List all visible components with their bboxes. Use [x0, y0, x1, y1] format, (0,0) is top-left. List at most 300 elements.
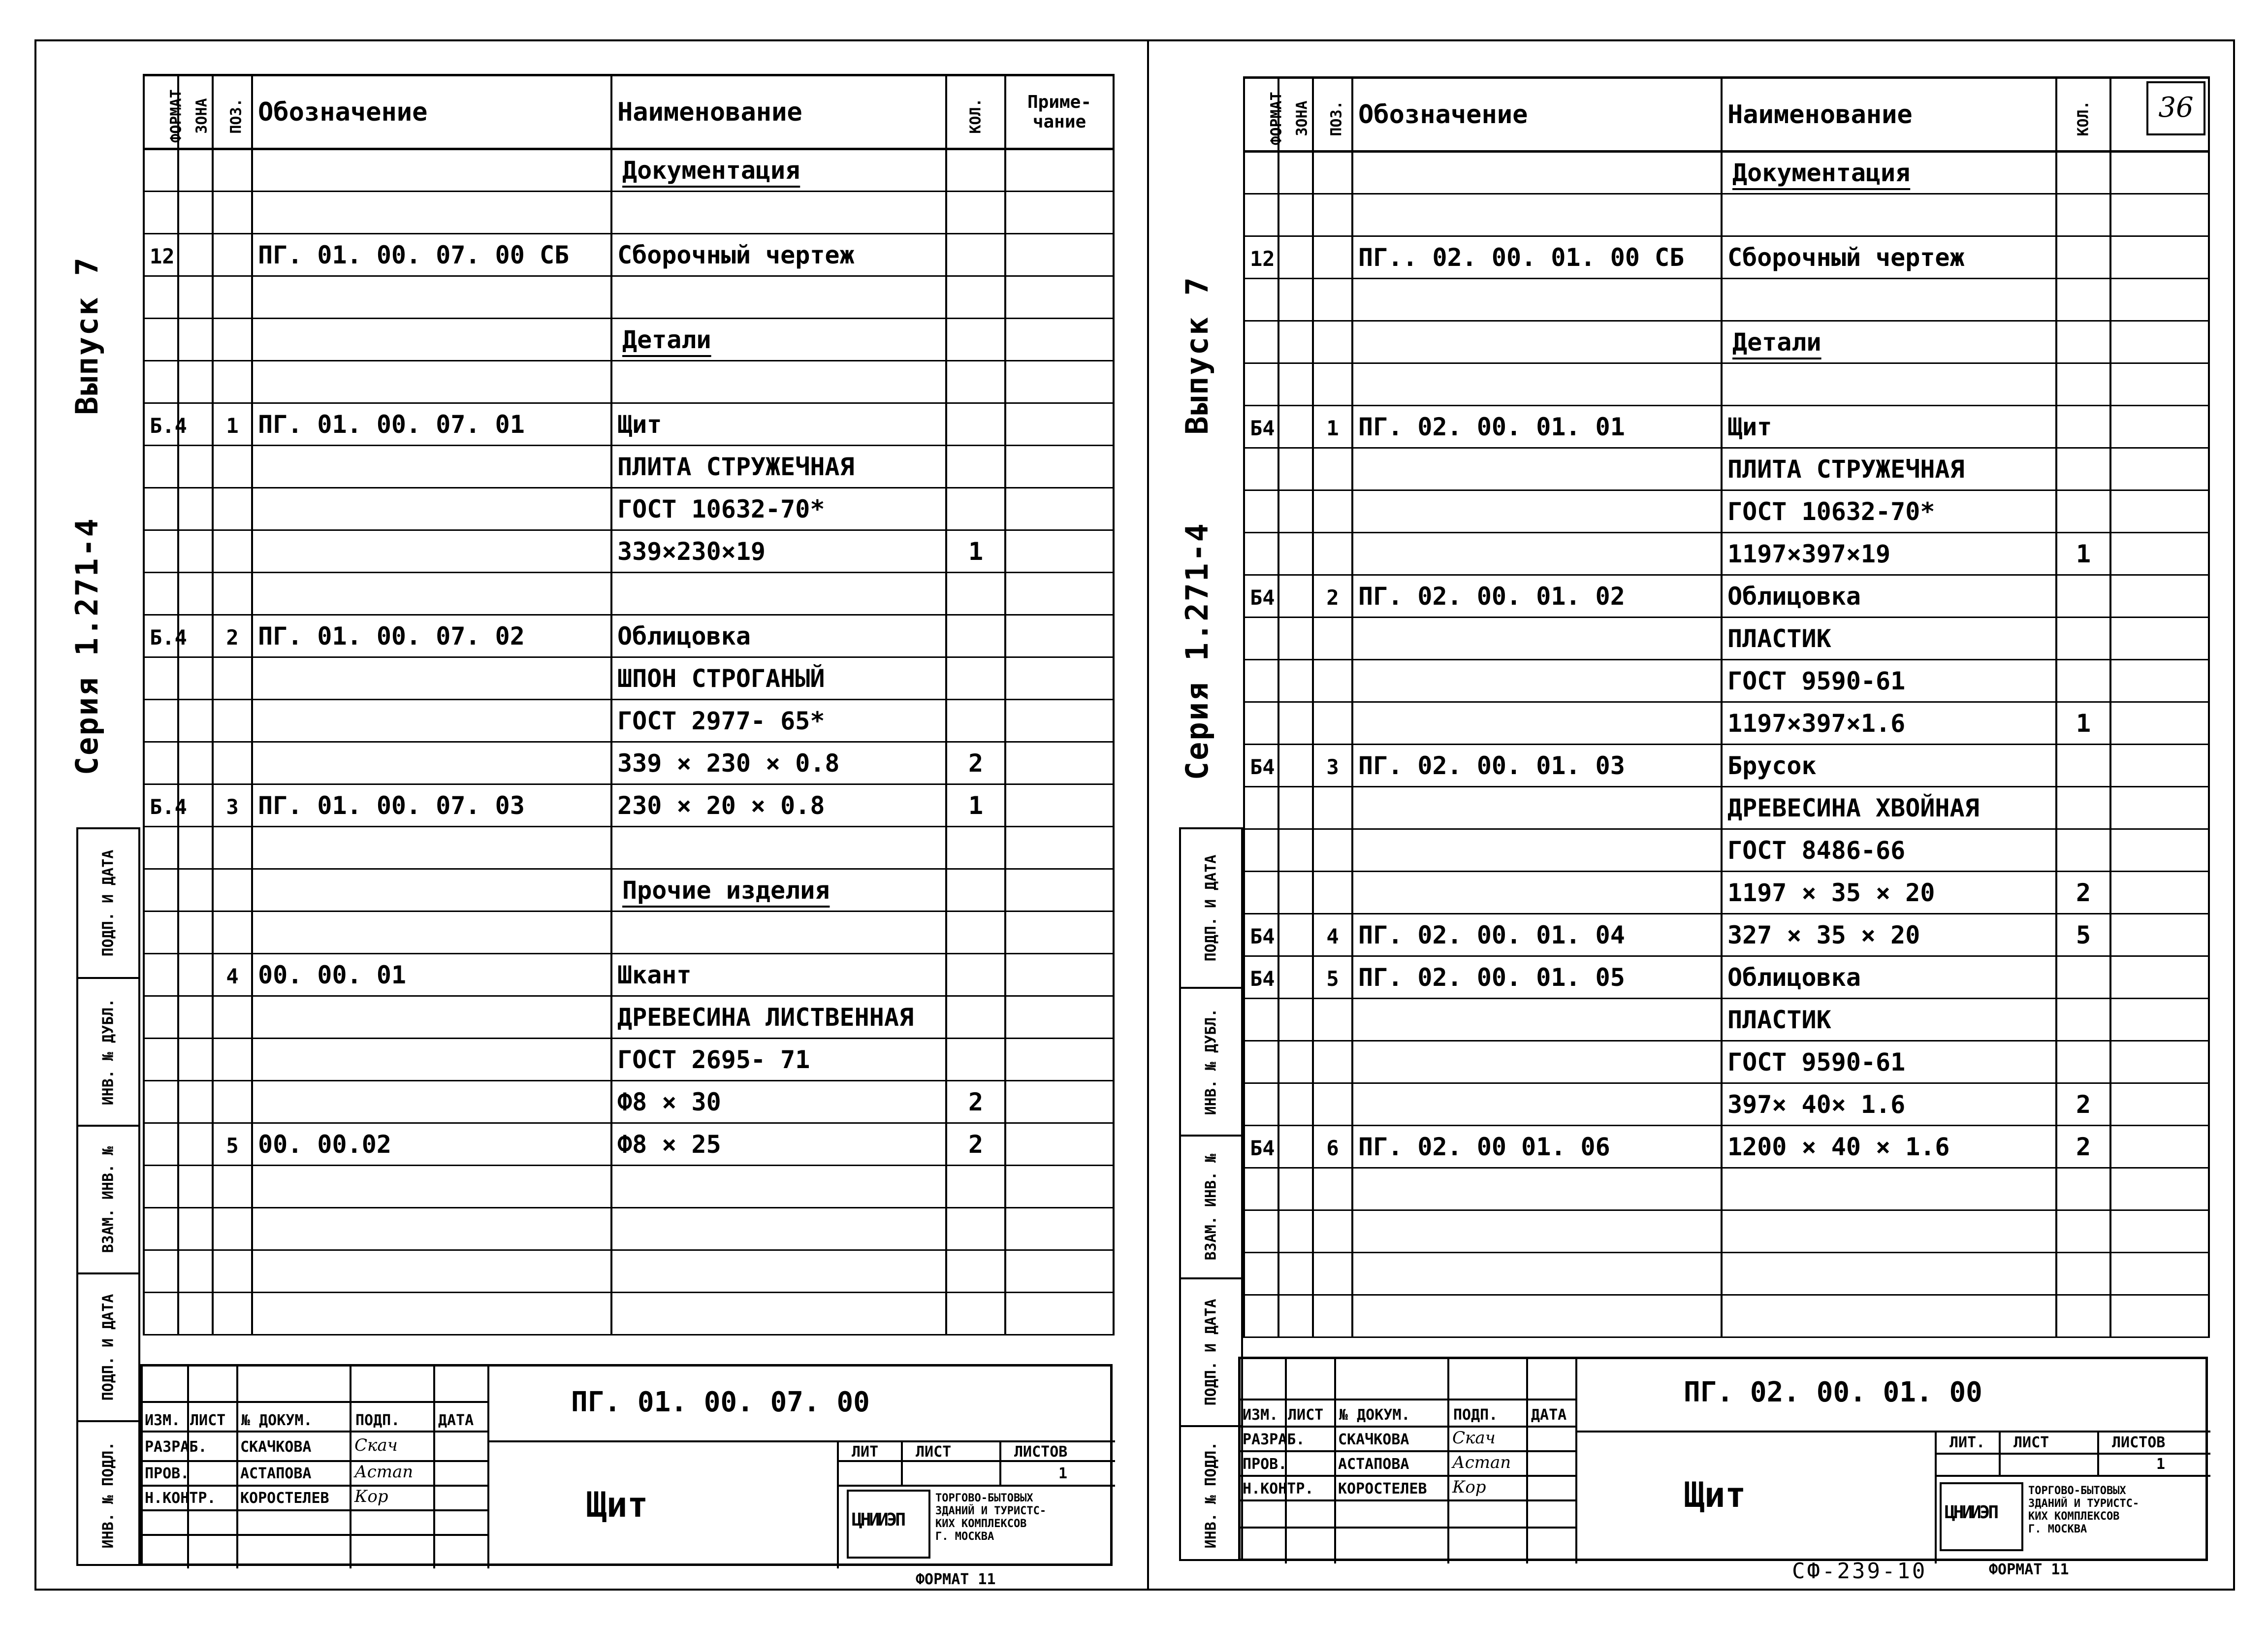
quantity-cell — [946, 954, 1005, 996]
format-cell — [1244, 999, 1278, 1041]
quantity-cell: 2 — [2056, 872, 2110, 914]
note-cell — [2110, 787, 2209, 829]
position-cell — [213, 446, 252, 488]
designation-cell — [1352, 152, 1722, 194]
position-cell — [213, 700, 252, 742]
position-header: ПОЗ. — [213, 75, 252, 149]
format-cell: Б4 — [1244, 1126, 1278, 1168]
note-cell — [2110, 279, 2209, 321]
zone-cell — [1278, 490, 1313, 533]
format-cell — [144, 954, 178, 996]
zone-cell — [178, 869, 213, 912]
zone-cell — [178, 1123, 213, 1166]
quantity-cell — [946, 1166, 1005, 1208]
position-cell: 4 — [213, 954, 252, 996]
note-cell — [1005, 869, 1114, 912]
signature-developer: Скач — [1452, 1428, 1496, 1448]
note-cell — [2110, 490, 2209, 533]
position-cell: 2 — [213, 615, 252, 657]
note-cell — [1005, 276, 1114, 319]
table-row — [144, 784, 1114, 827]
signature-checker: Астап — [1452, 1453, 1511, 1472]
zone-cell — [178, 488, 213, 530]
note-cell — [1005, 784, 1114, 827]
lit-label: ЛИТ. — [1949, 1434, 1985, 1451]
position-cell — [213, 234, 252, 276]
zone-cell — [1278, 618, 1313, 660]
format-cell: Б.4 — [144, 403, 178, 446]
designation-cell — [252, 1166, 611, 1208]
name-cell: ГОСТ 9590-61 — [1722, 660, 2056, 702]
designation-cell — [1352, 829, 1722, 872]
quantity-cell — [2056, 1295, 2110, 1337]
table-row — [1244, 1295, 2209, 1337]
zone-cell — [1278, 406, 1313, 448]
name-cell: ПЛИТА СТРУЖЕЧНАЯ — [611, 446, 946, 488]
format-cell — [1244, 1083, 1278, 1126]
zone-cell — [1278, 321, 1313, 363]
person-norm-control: КОРОСТЕЛЕВ — [1338, 1480, 1427, 1498]
name-cell: 1197 × 35 × 20 — [1722, 872, 2056, 914]
name-cell — [611, 573, 946, 615]
institute-logo: ЦНИИЭП — [1940, 1482, 2023, 1551]
quantity-cell — [946, 573, 1005, 615]
left-title-block — [140, 1364, 1113, 1566]
format-cell — [144, 1250, 178, 1293]
quantity-cell — [946, 276, 1005, 319]
name-cell — [611, 912, 946, 954]
note-header: Приме- чание — [1005, 75, 1114, 149]
table-row — [1244, 490, 2209, 533]
position-cell — [1313, 1295, 1352, 1337]
name-cell: Документация — [611, 149, 946, 192]
note-cell — [2110, 702, 2209, 745]
position-cell — [1313, 702, 1352, 745]
name-cell: Ф8 × 30 — [611, 1081, 946, 1123]
col-head-doc: № ДОКУМ. — [1339, 1406, 1410, 1424]
position-cell — [213, 657, 252, 700]
note-cell — [1005, 573, 1114, 615]
table-row — [1244, 956, 2209, 999]
designation-cell — [1352, 1168, 1722, 1210]
note-cell — [2110, 1041, 2209, 1083]
sheets-value: 1 — [2156, 1456, 2166, 1473]
table-row — [144, 319, 1114, 361]
zone-cell — [1278, 829, 1313, 872]
quantity-cell — [2056, 1168, 2110, 1210]
position-cell — [213, 912, 252, 954]
format-cell — [1244, 194, 1278, 236]
position-cell: 3 — [1313, 745, 1352, 787]
note-cell — [1005, 1250, 1114, 1293]
table-row — [144, 446, 1114, 488]
quantity-cell: 1 — [946, 530, 1005, 573]
format-cell — [144, 276, 178, 319]
note-cell — [2110, 1083, 2209, 1126]
position-cell — [1313, 660, 1352, 702]
col-head-list: ЛИСТ — [190, 1412, 226, 1429]
format-cell — [1244, 872, 1278, 914]
format-cell — [144, 700, 178, 742]
zone-cell — [1278, 448, 1313, 490]
name-cell: Документация — [1722, 152, 2056, 194]
sheets-label: ЛИСТОВ — [1014, 1443, 1068, 1461]
note-cell — [2110, 956, 2209, 999]
quantity-cell — [946, 912, 1005, 954]
note-cell — [2110, 406, 2209, 448]
position-cell — [213, 149, 252, 192]
quantity-cell — [2056, 490, 2110, 533]
zone-cell — [178, 1039, 213, 1081]
zone-cell — [1278, 1168, 1313, 1210]
zone-cell — [178, 361, 213, 403]
quantity-cell — [2056, 236, 2110, 279]
note-cell — [1005, 657, 1114, 700]
designation-cell — [1352, 1253, 1722, 1295]
name-cell — [611, 1250, 946, 1293]
designation-cell — [1352, 1083, 1722, 1126]
position-cell — [213, 276, 252, 319]
position-cell — [1313, 279, 1352, 321]
table-row — [144, 149, 1114, 192]
name-cell: ДРЕВЕСИНА ХВОЙНАЯ — [1722, 787, 2056, 829]
note-cell — [1005, 1123, 1114, 1166]
name-cell: ГОСТ 2695- 71 — [611, 1039, 946, 1081]
designation-cell: 00. 00.02 — [252, 1123, 611, 1166]
issue-label: Выпуск 7 — [69, 256, 105, 415]
zone-cell — [178, 234, 213, 276]
position-cell — [1313, 1210, 1352, 1253]
quantity-cell — [2056, 618, 2110, 660]
format-cell — [144, 1293, 178, 1335]
quantity-cell — [946, 869, 1005, 912]
note-cell — [1005, 1293, 1114, 1335]
quantity-cell — [2056, 1041, 2110, 1083]
position-cell: 3 — [213, 784, 252, 827]
position-cell: 5 — [213, 1123, 252, 1166]
quantity-cell — [2056, 448, 2110, 490]
table-row — [144, 530, 1114, 573]
zone-cell — [1278, 660, 1313, 702]
designation-cell — [1352, 999, 1722, 1041]
format-cell: Б.4 — [144, 784, 178, 827]
quantity-cell — [946, 1039, 1005, 1081]
designation-cell: ПГ. 02. 00. 01. 02 — [1352, 575, 1722, 618]
note-cell — [2110, 660, 2209, 702]
name-cell: 339 × 230 × 0.8 — [611, 742, 946, 784]
designation-cell: ПГ.. 02. 00. 01. 00 СБ — [1352, 236, 1722, 279]
table-row — [1244, 406, 2209, 448]
zone-cell — [178, 1208, 213, 1250]
position-cell: 1 — [1313, 406, 1352, 448]
name-cell: Прочие изделия — [611, 869, 946, 912]
format-cell: Б4 — [1244, 745, 1278, 787]
institute-logo: ЦНИИЭП — [847, 1490, 930, 1559]
format-cell — [1244, 660, 1278, 702]
col-head-date: ДАТА — [438, 1412, 474, 1429]
stamp-label: ПОДП. И ДАТА — [99, 849, 117, 957]
designation-cell — [252, 1208, 611, 1250]
designation-cell: ПГ. 02. 00 01. 06 — [1352, 1126, 1722, 1168]
name-cell: ПЛАСТИК — [1722, 999, 2056, 1041]
quantity-cell — [946, 234, 1005, 276]
role-developer: РАЗРАБ. — [1243, 1431, 1305, 1448]
col-head-doc: № ДОКУМ. — [241, 1412, 313, 1429]
table-row — [144, 996, 1114, 1039]
zone-cell — [1278, 1210, 1313, 1253]
position-cell — [1313, 618, 1352, 660]
quantity-cell: 2 — [2056, 1126, 2110, 1168]
zone-cell — [1278, 279, 1313, 321]
format-cell — [1244, 787, 1278, 829]
position-cell — [1313, 152, 1352, 194]
note-cell — [2110, 745, 2209, 787]
position-cell — [1313, 872, 1352, 914]
designation-cell — [1352, 1041, 1722, 1083]
zone-header: ЗОНА — [1278, 78, 1313, 152]
format-cell — [144, 361, 178, 403]
note-cell — [1005, 149, 1114, 192]
position-cell: 4 — [1313, 914, 1352, 956]
designation-cell: ПГ. 01. 00. 07. 02 — [252, 615, 611, 657]
quantity-cell — [946, 996, 1005, 1039]
note-cell — [1005, 319, 1114, 361]
table-row — [144, 1293, 1114, 1335]
table-row — [1244, 575, 2209, 618]
table-row — [1244, 363, 2209, 406]
designation-cell — [1352, 702, 1722, 745]
part-name: Щит — [586, 1485, 648, 1525]
position-cell — [213, 996, 252, 1039]
stamp-label: ИНВ. № ДУБЛ. — [99, 998, 117, 1106]
position-cell — [1313, 490, 1352, 533]
name-cell: ГОСТ 10632-70* — [611, 488, 946, 530]
format-cell — [1244, 279, 1278, 321]
quantity-header: КОЛ. — [946, 75, 1005, 149]
format-cell — [1244, 1210, 1278, 1253]
quantity-cell — [946, 319, 1005, 361]
quantity-cell: 2 — [946, 1123, 1005, 1166]
format-cell — [1244, 1168, 1278, 1210]
format-cell — [1244, 490, 1278, 533]
zone-cell — [178, 319, 213, 361]
name-cell: ГОСТ 9590-61 — [1722, 1041, 2056, 1083]
position-cell: 2 — [1313, 575, 1352, 618]
sheets-label: ЛИСТОВ — [2112, 1434, 2166, 1451]
archive-code: СФ-239-10 — [1792, 1559, 1927, 1584]
col-head-sign: ПОДП. — [355, 1412, 400, 1429]
quantity-cell — [2056, 956, 2110, 999]
table-row — [144, 1208, 1114, 1250]
quantity-cell — [2056, 152, 2110, 194]
quantity-cell — [2056, 321, 2110, 363]
quantity-cell — [2056, 787, 2110, 829]
note-cell — [2110, 1253, 2209, 1295]
quantity-cell — [946, 361, 1005, 403]
format-cell — [1244, 1041, 1278, 1083]
zone-cell — [178, 827, 213, 869]
table-row — [144, 1039, 1114, 1081]
quantity-cell — [946, 1208, 1005, 1250]
left-stamp-column — [76, 827, 140, 1566]
note-cell — [1005, 530, 1114, 573]
note-cell — [1005, 446, 1114, 488]
signature-developer: Скач — [354, 1435, 398, 1455]
role-checker: ПРОВ. — [1243, 1456, 1287, 1473]
quantity-cell — [2056, 406, 2110, 448]
stamp-label: ПОДП. И ДАТА — [1202, 1299, 1220, 1406]
designation-cell — [252, 276, 611, 319]
name-cell: ПЛИТА СТРУЖЕЧНАЯ — [1722, 448, 2056, 490]
table-row — [1244, 1168, 2209, 1210]
format-cell — [144, 742, 178, 784]
designation-cell — [1352, 660, 1722, 702]
designation-cell — [252, 742, 611, 784]
table-row — [144, 827, 1114, 869]
position-cell — [213, 1250, 252, 1293]
quantity-cell — [946, 827, 1005, 869]
quantity-cell — [2056, 363, 2110, 406]
position-cell — [213, 1081, 252, 1123]
name-cell — [611, 1293, 946, 1335]
sheet-label: ЛИСТ — [916, 1443, 952, 1461]
zone-cell — [1278, 872, 1313, 914]
role-norm-control: Н.КОНТР. — [145, 1490, 216, 1507]
designation-cell — [1352, 363, 1722, 406]
series-label: Серия 1.271-4 — [69, 517, 105, 776]
format-header: ФОРМАТ — [144, 75, 178, 149]
designation-cell — [252, 1293, 611, 1335]
zone-cell — [1278, 1083, 1313, 1126]
quantity-cell — [946, 615, 1005, 657]
table-row — [1244, 660, 2209, 702]
signature-norm-control: Кор — [354, 1487, 388, 1506]
quantity-cell — [946, 1250, 1005, 1293]
signature-norm-control: Кор — [1452, 1477, 1486, 1497]
stamp-label: ПОДП. И ДАТА — [1202, 854, 1220, 962]
format-cell: Б4 — [1244, 956, 1278, 999]
quantity-cell — [946, 657, 1005, 700]
designation-cell: 00. 00. 01 — [252, 954, 611, 996]
table-row — [1244, 787, 2209, 829]
table-row — [144, 488, 1114, 530]
format-cell — [144, 1208, 178, 1250]
format-cell: 12 — [144, 234, 178, 276]
quantity-cell — [946, 192, 1005, 234]
quantity-cell — [946, 488, 1005, 530]
name-cell: Сборочный чертеж — [1722, 236, 2056, 279]
note-cell — [2110, 1126, 2209, 1168]
quantity-cell — [2056, 829, 2110, 872]
name-cell: Сборочный чертеж — [611, 234, 946, 276]
col-head-izm: ИЗМ. — [145, 1412, 181, 1429]
person-checker: АСТАПОВА — [1338, 1456, 1409, 1473]
designation-cell — [252, 700, 611, 742]
note-cell — [1005, 1208, 1114, 1250]
position-cell — [1313, 1253, 1352, 1295]
role-norm-control: Н.КОНТР. — [1243, 1480, 1314, 1498]
name-cell: 327 × 35 × 20 — [1722, 914, 2056, 956]
quantity-cell: 1 — [946, 784, 1005, 827]
note-cell — [2110, 872, 2209, 914]
position-cell — [1313, 829, 1352, 872]
designation-cell — [1352, 1210, 1722, 1253]
zone-cell — [178, 912, 213, 954]
position-cell — [1313, 1041, 1352, 1083]
quantity-cell — [946, 403, 1005, 446]
designation-cell — [252, 1081, 611, 1123]
name-cell — [611, 827, 946, 869]
zone-cell — [178, 530, 213, 573]
format-cell — [144, 319, 178, 361]
name-header: Наименование — [1722, 78, 2056, 152]
signature-checker: Астап — [354, 1462, 414, 1482]
zone-cell — [178, 742, 213, 784]
sheets-value: 1 — [1058, 1465, 1068, 1482]
designation-cell — [252, 996, 611, 1039]
col-head-list: ЛИСТ — [1288, 1406, 1324, 1424]
designation-cell — [252, 446, 611, 488]
designation-cell — [252, 869, 611, 912]
name-cell: Щит — [611, 403, 946, 446]
name-cell: Детали — [611, 319, 946, 361]
format-cell — [1244, 321, 1278, 363]
stamp-label: ВЗАМ. ИНВ. № — [99, 1146, 117, 1253]
zone-cell — [1278, 152, 1313, 194]
position-cell: 1 — [213, 403, 252, 446]
name-cell — [1722, 363, 2056, 406]
zone-cell — [1278, 914, 1313, 956]
table-row — [1244, 236, 2209, 279]
position-cell — [213, 1293, 252, 1335]
designation-header: Обозначение — [252, 75, 611, 149]
designation-cell: ПГ. 02. 00. 01. 01 — [1352, 406, 1722, 448]
format-cell — [144, 530, 178, 573]
quantity-cell — [946, 149, 1005, 192]
name-cell — [1722, 1295, 2056, 1337]
note-cell — [2110, 1168, 2209, 1210]
position-header: ПОЗ. — [1313, 78, 1352, 152]
right-specification-table — [1243, 76, 2210, 1338]
position-cell — [213, 869, 252, 912]
quantity-cell: 1 — [2056, 702, 2110, 745]
right-stamp-column — [1179, 827, 1243, 1561]
position-cell — [213, 1208, 252, 1250]
designation-cell — [1352, 618, 1722, 660]
zone-cell — [178, 954, 213, 996]
document-code: ПГ. 01. 00. 07. 00 — [571, 1386, 870, 1418]
quantity-cell — [946, 700, 1005, 742]
lit-label: ЛИТ — [852, 1443, 879, 1461]
designation-cell — [1352, 321, 1722, 363]
note-cell — [1005, 996, 1114, 1039]
format-footer: ФОРМАТ 11 — [916, 1571, 996, 1588]
position-cell — [213, 361, 252, 403]
table-row — [1244, 1210, 2209, 1253]
table-row — [144, 869, 1114, 912]
quantity-cell — [2056, 660, 2110, 702]
document-code: ПГ. 02. 00. 01. 00 — [1684, 1376, 1982, 1408]
format-cell — [144, 573, 178, 615]
designation-cell: ПГ. 01. 00. 07. 01 — [252, 403, 611, 446]
position-cell — [213, 573, 252, 615]
zone-header: ЗОНА — [178, 75, 213, 149]
zone-cell — [1278, 787, 1313, 829]
role-checker: ПРОВ. — [145, 1465, 190, 1482]
format-cell — [1244, 448, 1278, 490]
note-cell — [1005, 700, 1114, 742]
table-row — [144, 742, 1114, 784]
